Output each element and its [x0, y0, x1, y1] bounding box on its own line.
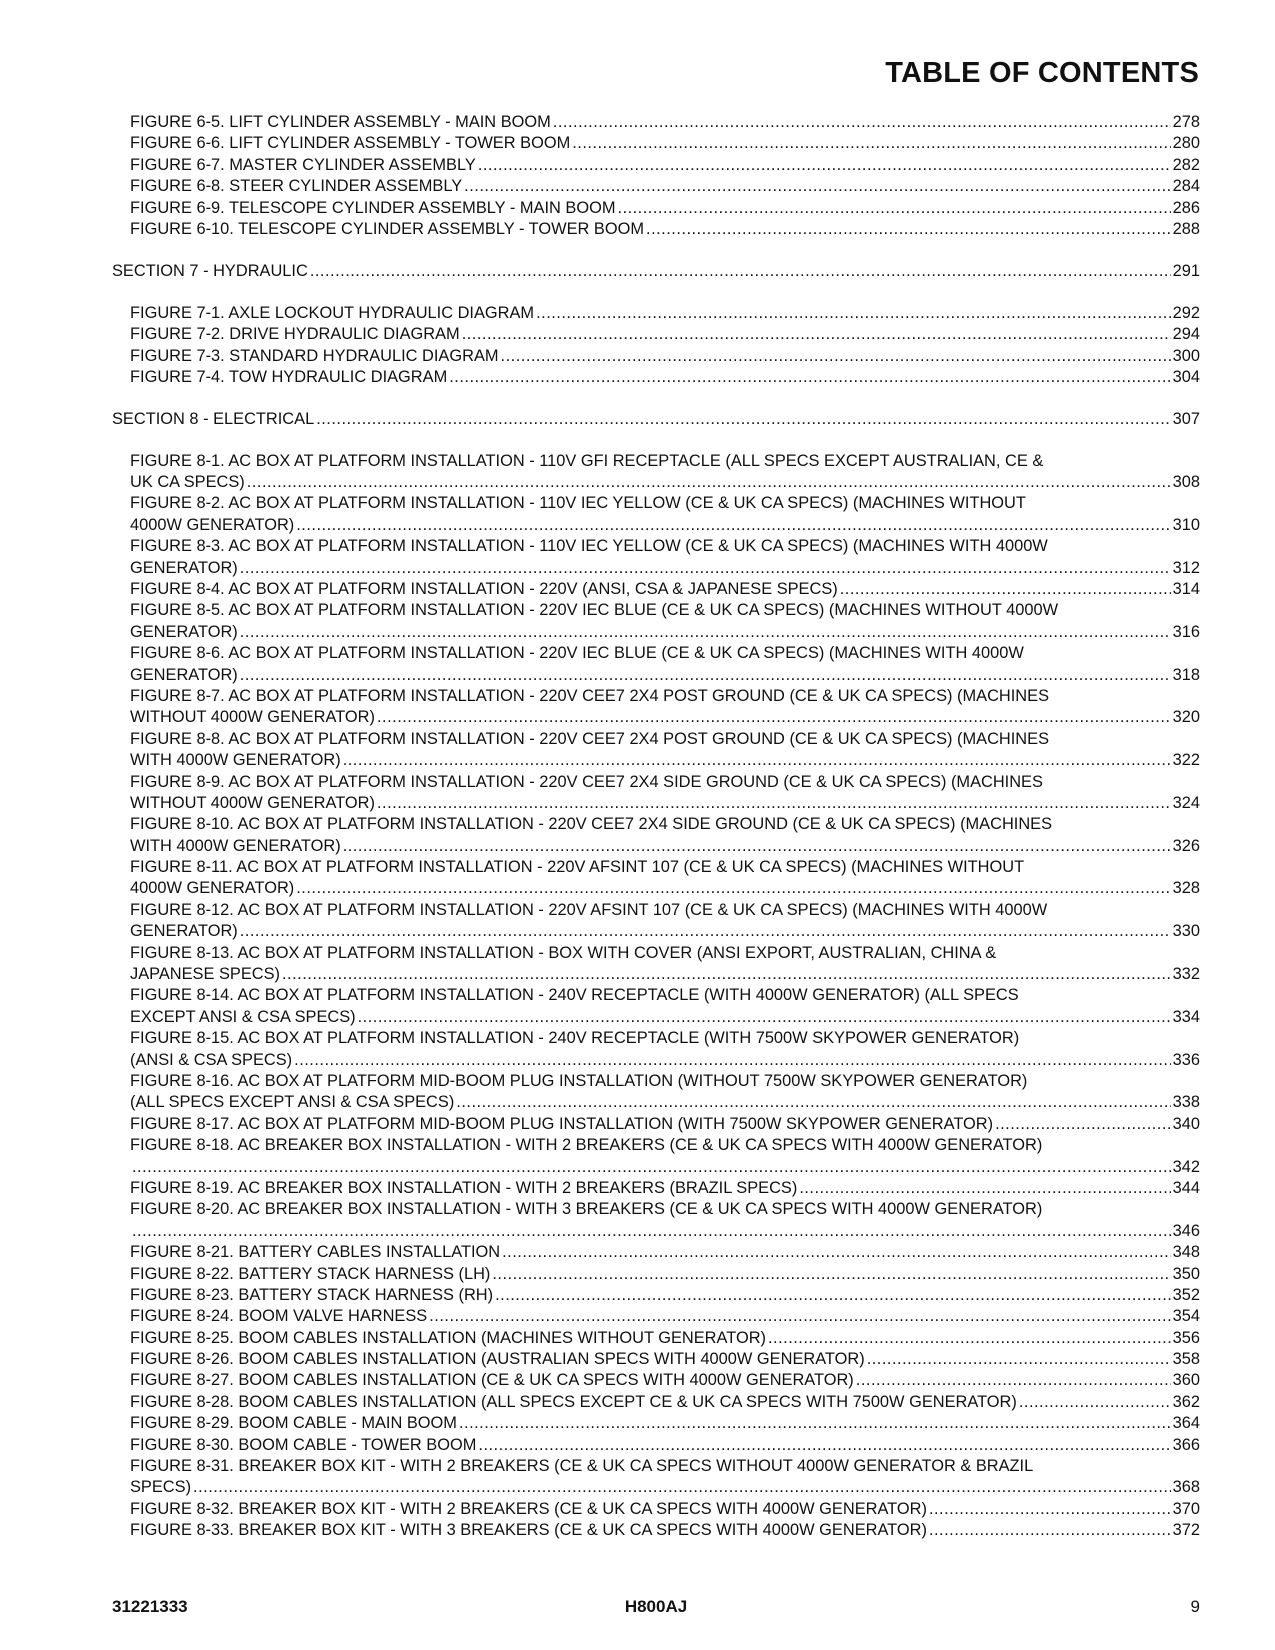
toc-entry-page: 368 — [1172, 1478, 1200, 1497]
dot-leader — [193, 1477, 1171, 1498]
dot-leader — [840, 579, 1171, 600]
toc-entry-first-line[interactable]: FIGURE 8-5. AC BOX AT PLATFORM INSTALLATION - 220V IEC BLUE (CE & UK CA SPECS) (MACHINES WITHOUT 4000W — [130, 601, 1059, 620]
toc-entry-page: 340 — [1172, 1114, 1200, 1133]
dot-leader — [617, 198, 1170, 219]
dot-leader — [377, 793, 1171, 814]
dot-leader — [495, 1285, 1171, 1306]
dot-leader — [296, 878, 1170, 899]
toc-entry-title: FIGURE 8-33. BREAKER BOX KIT - WITH 3 BREAKERS (CE & UK CA SPECS WITH 4000W GENERATOR) — [130, 1521, 927, 1540]
toc-entry-page: 322 — [1172, 751, 1200, 770]
page-footer — [112, 1597, 1200, 1623]
toc-entry-page: 332 — [1172, 965, 1200, 984]
dot-leader — [240, 622, 1171, 643]
toc-entry-title: FIGURE 8-24. BOOM VALVE HARNESS — [130, 1307, 428, 1326]
toc-entry-page: 342 — [1172, 1157, 1200, 1176]
dot-leader — [247, 472, 1171, 493]
toc-entry-page: 318 — [1172, 665, 1200, 684]
toc-figure-entry[interactable] — [112, 793, 1200, 814]
dot-leader — [449, 367, 1170, 388]
toc-entry-title: UK CA SPECS) — [130, 473, 245, 492]
toc-figure-entry[interactable] — [112, 155, 1200, 176]
toc-figure-entry[interactable] — [112, 1413, 1200, 1434]
toc-entry-title: (ALL SPECS EXCEPT ANSI & CSA SPECS) — [130, 1093, 455, 1112]
toc-figure-entry[interactable] — [112, 1520, 1200, 1541]
toc-entry-page: 324 — [1172, 793, 1200, 812]
toc-entry-title: 4000W GENERATOR) — [130, 879, 295, 898]
toc-entry-title: FIGURE 6-7. MASTER CYLINDER ASSEMBLY — [130, 155, 476, 174]
toc-entry-title: FIGURE 6-6. LIFT CYLINDER ASSEMBLY - TOWER BOOM — [130, 134, 571, 153]
dot-leader — [492, 1264, 1170, 1285]
toc-figure-entry[interactable] — [112, 346, 1200, 367]
toc-entry-page: 286 — [1172, 198, 1200, 217]
toc-entry-first-line[interactable]: FIGURE 8-9. AC BOX AT PLATFORM INSTALLATION - 220V CEE7 2X4 SIDE GROUND (CE & UK CA SPECS) (MACHINES — [130, 772, 1043, 791]
toc-entry-page: 334 — [1172, 1007, 1200, 1026]
toc-entry-page: 356 — [1172, 1328, 1200, 1347]
toc-entry-page: 330 — [1172, 922, 1200, 941]
toc-entry-page: 360 — [1172, 1371, 1200, 1390]
dot-leader — [462, 324, 1171, 345]
toc-entry-title: GENERATOR) — [130, 665, 238, 684]
toc-entry-title: EXCEPT ANSI & CSA SPECS) — [130, 1007, 356, 1026]
toc-entry-page: 308 — [1172, 473, 1200, 492]
toc-entry-first-line[interactable]: FIGURE 8-3. AC BOX AT PLATFORM INSTALLATION - 110V IEC YELLOW (CE & UK CA SPECS) (MACHINES WITH 4000W — [130, 537, 1048, 556]
toc-entry-page: 320 — [1172, 708, 1200, 727]
toc-entry-title: FIGURE 7-2. DRIVE HYDRAULIC DIAGRAM — [130, 325, 460, 344]
toc-section-entry[interactable] — [112, 261, 1200, 282]
toc-entry-first-line[interactable]: FIGURE 8-20. AC BREAKER BOX INSTALLATION - WITH 3 BREAKERS (CE & UK CA SPECS WITH 4000W GENERATOR) — [130, 1200, 1043, 1219]
toc-figure-entry[interactable] — [112, 1264, 1200, 1285]
toc-entry-page: 304 — [1172, 367, 1200, 386]
toc-entry-page: 346 — [1172, 1221, 1200, 1240]
toc-figure-entry[interactable] — [112, 1092, 1200, 1113]
toc-entry-page: 352 — [1172, 1285, 1200, 1304]
dot-leader — [240, 665, 1171, 686]
dot-leader — [429, 1306, 1170, 1327]
toc-entry-title: SECTION 8 - ELECTRICAL — [112, 409, 315, 428]
toc-figure-entry[interactable] — [112, 921, 1200, 942]
toc-entry-title: (ANSI & CSA SPECS) — [130, 1050, 293, 1069]
toc-figure-entry[interactable] — [112, 879, 1200, 900]
toc-figure-entry[interactable] — [112, 1050, 1200, 1071]
toc-figure-entry[interactable] — [112, 558, 1200, 579]
toc-figure-entry[interactable] — [112, 1221, 1200, 1242]
page-number: 9 — [1190, 1597, 1200, 1616]
toc-entry-title: FIGURE 7-4. TOW HYDRAULIC DIAGRAM — [130, 367, 448, 386]
toc-figure-entry[interactable] — [112, 964, 1200, 985]
toc-figure-entry[interactable] — [112, 707, 1200, 728]
toc-entry-title: FIGURE 8-23. BATTERY STACK HARNESS (RH) — [130, 1285, 494, 1304]
dot-leader — [856, 1370, 1171, 1391]
dot-leader — [501, 346, 1171, 367]
toc-figure-entry[interactable] — [112, 1435, 1200, 1456]
toc-entry-first-line[interactable]: FIGURE 8-7. AC BOX AT PLATFORM INSTALLATION - 220V CEE7 2X4 POST GROUND (CE & UK CA SPECS) (MACHINES — [130, 686, 1049, 705]
toc-entry-page: 328 — [1172, 879, 1200, 898]
table-of-contents — [112, 112, 1200, 1542]
toc-figure-entry[interactable] — [112, 515, 1200, 536]
toc-entry-title: GENERATOR) — [130, 922, 238, 941]
toc-entry-page: 370 — [1172, 1499, 1200, 1518]
dot-leader — [929, 1520, 1171, 1541]
dot-leader — [995, 1114, 1171, 1135]
toc-figure-entry[interactable] — [112, 133, 1200, 154]
toc-figure-entry[interactable] — [112, 1370, 1200, 1391]
toc-figure-entry[interactable] — [112, 1285, 1200, 1306]
dot-leader — [553, 112, 1171, 133]
toc-entry-page: 310 — [1172, 515, 1200, 534]
dot-leader — [929, 1499, 1171, 1520]
toc-entry-first-line[interactable]: FIGURE 8-11. AC BOX AT PLATFORM INSTALLATION - 220V AFSINT 107 (CE & UK CA SPECS) (MACHINES WITHOUT — [130, 858, 1025, 877]
toc-figure-entry[interactable] — [112, 198, 1200, 219]
toc-entry-title: SECTION 7 - HYDRAULIC — [112, 261, 308, 280]
dot-leader — [456, 1092, 1170, 1113]
toc-entry-first-line[interactable]: FIGURE 8-12. AC BOX AT PLATFORM INSTALLATION - 220V AFSINT 107 (CE & UK CA SPECS) (MACHINES WITH 4000W — [130, 900, 1048, 919]
toc-entry-first-line[interactable]: FIGURE 8-6. AC BOX AT PLATFORM INSTALLATION - 220V IEC BLUE (CE & UK CA SPECS) (MACHINES WITH 4000W — [130, 644, 1024, 663]
toc-entry-page: 364 — [1172, 1414, 1200, 1433]
dot-leader — [343, 836, 1171, 857]
dot-leader — [478, 1435, 1170, 1456]
dot-leader — [646, 219, 1171, 240]
dot-leader — [1019, 1392, 1171, 1413]
toc-entry-first-line[interactable]: FIGURE 8-8. AC BOX AT PLATFORM INSTALLATION - 220V CEE7 2X4 POST GROUND (CE & UK CA SPECS) (MACHINES — [130, 729, 1049, 748]
dot-leader — [132, 1221, 1171, 1242]
toc-entry-title: GENERATOR) — [130, 558, 238, 577]
toc-entry-title: WITHOUT 4000W GENERATOR) — [130, 708, 375, 727]
toc-figure-entry[interactable] — [112, 176, 1200, 197]
dot-leader — [768, 1328, 1171, 1349]
dot-leader — [572, 133, 1170, 154]
toc-entry-page: 358 — [1172, 1350, 1200, 1369]
section-spacer — [112, 388, 1200, 409]
dot-leader — [294, 1050, 1171, 1071]
section-spacer — [112, 430, 1200, 451]
toc-figure-entry[interactable] — [112, 1392, 1200, 1413]
toc-entry-title: FIGURE 8-19. AC BREAKER BOX INSTALLATION - WITH 2 BREAKERS (BRAZIL SPECS) — [130, 1178, 798, 1197]
dot-leader — [343, 750, 1171, 771]
toc-entry-title: FIGURE 7-1. AXLE LOCKOUT HYDRAULIC DIAGRAM — [130, 303, 535, 322]
section-spacer — [112, 282, 1200, 303]
toc-entry-first-line[interactable]: FIGURE 8-10. AC BOX AT PLATFORM INSTALLATION - 220V CEE7 2X4 SIDE GROUND (CE & UK CA SPECS) (MACHINES — [130, 815, 1053, 834]
toc-entry-page: 338 — [1172, 1093, 1200, 1112]
toc-entry-title: WITH 4000W GENERATOR) — [130, 836, 341, 855]
model-name: H800AJ — [624, 1597, 688, 1616]
toc-entry-title: FIGURE 6-10. TELESCOPE CYLINDER ASSEMBLY - TOWER BOOM — [130, 219, 645, 238]
toc-entry-title: FIGURE 8-32. BREAKER BOX KIT - WITH 2 BREAKERS (CE & UK CA SPECS WITH 4000W GENERATOR) — [130, 1499, 927, 1518]
toc-entry-page: 294 — [1172, 325, 1200, 344]
toc-figure-entry[interactable] — [112, 1499, 1200, 1520]
toc-entry-title: FIGURE 8-28. BOOM CABLES INSTALLATION (ALL SPECS EXCEPT CE & UK CA SPECS WITH 7500W GENERATOR) — [130, 1392, 1017, 1411]
toc-entry-title: FIGURE 7-3. STANDARD HYDRAULIC DIAGRAM — [130, 346, 499, 365]
dot-leader — [377, 707, 1171, 728]
toc-entry-title: GENERATOR) — [130, 622, 238, 641]
toc-entry-page: 291 — [1172, 261, 1200, 280]
toc-entry-title: FIGURE 8-26. BOOM CABLES INSTALLATION (AUSTRALIAN SPECS WITH 4000W GENERATOR) — [130, 1350, 865, 1369]
toc-figure-entry[interactable] — [112, 367, 1200, 388]
dot-leader — [358, 1007, 1171, 1028]
toc-figure-entry[interactable] — [112, 112, 1200, 133]
toc-entry-first-line[interactable]: FIGURE 8-16. AC BOX AT PLATFORM MID-BOOM PLUG INSTALLATION (WITHOUT 7500W SKYPOWER GENERATOR) — [130, 1072, 1028, 1091]
dot-leader — [799, 1178, 1170, 1199]
toc-entry-first-line[interactable]: FIGURE 8-18. AC BREAKER BOX INSTALLATION - WITH 2 BREAKERS (CE & UK CA SPECS WITH 4000W GENERATOR) — [130, 1136, 1043, 1155]
toc-entry-title: FIGURE 6-9. TELESCOPE CYLINDER ASSEMBLY - MAIN BOOM — [130, 198, 616, 217]
toc-entry-first-line[interactable]: FIGURE 8-13. AC BOX AT PLATFORM INSTALLATION - BOX WITH COVER (ANSI EXPORT, AUSTRALIAN, CHINA & — [130, 943, 997, 962]
toc-entry-page: 307 — [1172, 409, 1200, 428]
toc-figure-entry[interactable] — [112, 1178, 1200, 1199]
toc-figure-entry[interactable] — [112, 622, 1200, 643]
dot-leader — [240, 558, 1171, 579]
toc-entry-first-line[interactable]: FIGURE 8-2. AC BOX AT PLATFORM INSTALLATION - 110V IEC YELLOW (CE & UK CA SPECS) (MACHINES WITHOUT — [130, 494, 1026, 513]
toc-entry-page: 292 — [1172, 303, 1200, 322]
toc-entry-title: JAPANESE SPECS) — [130, 965, 280, 984]
toc-entry-page: 348 — [1172, 1243, 1200, 1262]
dot-leader — [316, 409, 1170, 430]
toc-entry-title: FIGURE 8-25. BOOM CABLES INSTALLATION (MACHINES WITHOUT GENERATOR) — [130, 1328, 766, 1347]
toc-figure-entry[interactable] — [112, 1477, 1200, 1498]
toc-entry-page: 280 — [1172, 134, 1200, 153]
toc-entry-page: 326 — [1172, 836, 1200, 855]
doc-number: 31221333 — [112, 1597, 188, 1616]
toc-entry-page: 350 — [1172, 1264, 1200, 1283]
toc-figure-entry[interactable] — [112, 665, 1200, 686]
toc-entry-title: FIGURE 8-22. BATTERY STACK HARNESS (LH) — [130, 1264, 491, 1283]
toc-figure-entry[interactable] — [112, 303, 1200, 324]
toc-entry-title: 4000W GENERATOR) — [130, 515, 295, 534]
toc-figure-entry[interactable] — [112, 1242, 1200, 1263]
dot-leader — [459, 1413, 1171, 1434]
toc-figure-entry[interactable] — [112, 1349, 1200, 1370]
toc-entry-title: FIGURE 8-27. BOOM CABLES INSTALLATION (CE & UK CA SPECS WITH 4000W GENERATOR) — [130, 1371, 854, 1390]
toc-figure-entry[interactable] — [112, 472, 1200, 493]
toc-entry-page: 336 — [1172, 1050, 1200, 1069]
toc-entry-page: 278 — [1172, 112, 1200, 131]
dot-leader — [282, 964, 1171, 985]
toc-figure-entry[interactable] — [112, 1157, 1200, 1178]
toc-figure-entry[interactable] — [112, 1007, 1200, 1028]
dot-leader — [478, 155, 1171, 176]
dot-leader — [536, 303, 1171, 324]
dot-leader — [296, 515, 1170, 536]
toc-entry-page: 366 — [1172, 1435, 1200, 1454]
toc-entry-title: FIGURE 8-4. AC BOX AT PLATFORM INSTALLATION - 220V (ANSI, CSA & JAPANESE SPECS) — [130, 580, 838, 599]
dot-leader — [240, 921, 1171, 942]
toc-figure-entry[interactable] — [112, 324, 1200, 345]
toc-entry-page: 314 — [1172, 580, 1200, 599]
toc-entry-first-line[interactable]: FIGURE 8-14. AC BOX AT PLATFORM INSTALLATION - 240V RECEPTACLE (WITH 4000W GENERATOR) (ALL SPECS — [130, 986, 1019, 1005]
page-title: TABLE OF CONTENTS — [885, 57, 1199, 89]
toc-entry-title: SPECS) — [130, 1478, 192, 1497]
toc-figure-entry[interactable] — [112, 836, 1200, 857]
toc-entry-first-line[interactable]: FIGURE 8-31. BREAKER BOX KIT - WITH 2 BREAKERS (CE & UK CA SPECS WITHOUT 4000W GENERATOR & BRAZIL — [130, 1457, 1034, 1476]
toc-entry-page: 354 — [1172, 1307, 1200, 1326]
toc-entry-title: WITH 4000W GENERATOR) — [130, 751, 341, 770]
toc-section-entry[interactable] — [112, 409, 1200, 430]
toc-figure-entry[interactable] — [112, 750, 1200, 771]
toc-entry-first-line[interactable]: FIGURE 8-15. AC BOX AT PLATFORM INSTALLATION - 240V RECEPTACLE (WITH 7500W SKYPOWER GENERATOR) — [130, 1029, 1020, 1048]
dot-leader — [502, 1242, 1171, 1263]
dot-leader — [310, 261, 1171, 282]
toc-figure-entry[interactable] — [112, 1114, 1200, 1135]
toc-entry-page: 300 — [1172, 346, 1200, 365]
toc-entry-page: 372 — [1172, 1521, 1200, 1540]
toc-entry-title: FIGURE 6-5. LIFT CYLINDER ASSEMBLY - MAIN BOOM — [130, 112, 551, 131]
toc-figure-entry[interactable] — [112, 1306, 1200, 1327]
dot-leader — [867, 1349, 1171, 1370]
section-spacer — [112, 240, 1200, 261]
toc-entry-page: 312 — [1172, 558, 1200, 577]
toc-entry-title: FIGURE 8-30. BOOM CABLE - TOWER BOOM — [130, 1435, 477, 1454]
dot-leader — [132, 1157, 1171, 1178]
toc-entry-title: FIGURE 8-29. BOOM CABLE - MAIN BOOM — [130, 1414, 457, 1433]
toc-figure-entry[interactable] — [112, 1328, 1200, 1349]
toc-entry-page: 344 — [1172, 1178, 1200, 1197]
toc-entry-first-line[interactable]: FIGURE 8-1. AC BOX AT PLATFORM INSTALLATION - 110V GFI RECEPTACLE (ALL SPECS EXCEPT AUSTRALIAN, CE & — [130, 451, 1044, 470]
dot-leader — [464, 176, 1170, 197]
toc-entry-page: 362 — [1172, 1392, 1200, 1411]
toc-entry-title: WITHOUT 4000W GENERATOR) — [130, 793, 375, 812]
toc-entry-title: FIGURE 6-8. STEER CYLINDER ASSEMBLY — [130, 177, 463, 196]
toc-figure-entry[interactable] — [112, 219, 1200, 240]
toc-entry-page: 282 — [1172, 155, 1200, 174]
toc-entry-title: FIGURE 8-21. BATTERY CABLES INSTALLATION — [130, 1243, 501, 1262]
toc-figure-entry[interactable] — [112, 579, 1200, 600]
toc-entry-page: 288 — [1172, 219, 1200, 238]
toc-entry-title: FIGURE 8-17. AC BOX AT PLATFORM MID-BOOM PLUG INSTALLATION (WITH 7500W SKYPOWER GENERATOR) — [130, 1114, 994, 1133]
toc-entry-page: 316 — [1172, 622, 1200, 641]
toc-entry-page: 284 — [1172, 177, 1200, 196]
